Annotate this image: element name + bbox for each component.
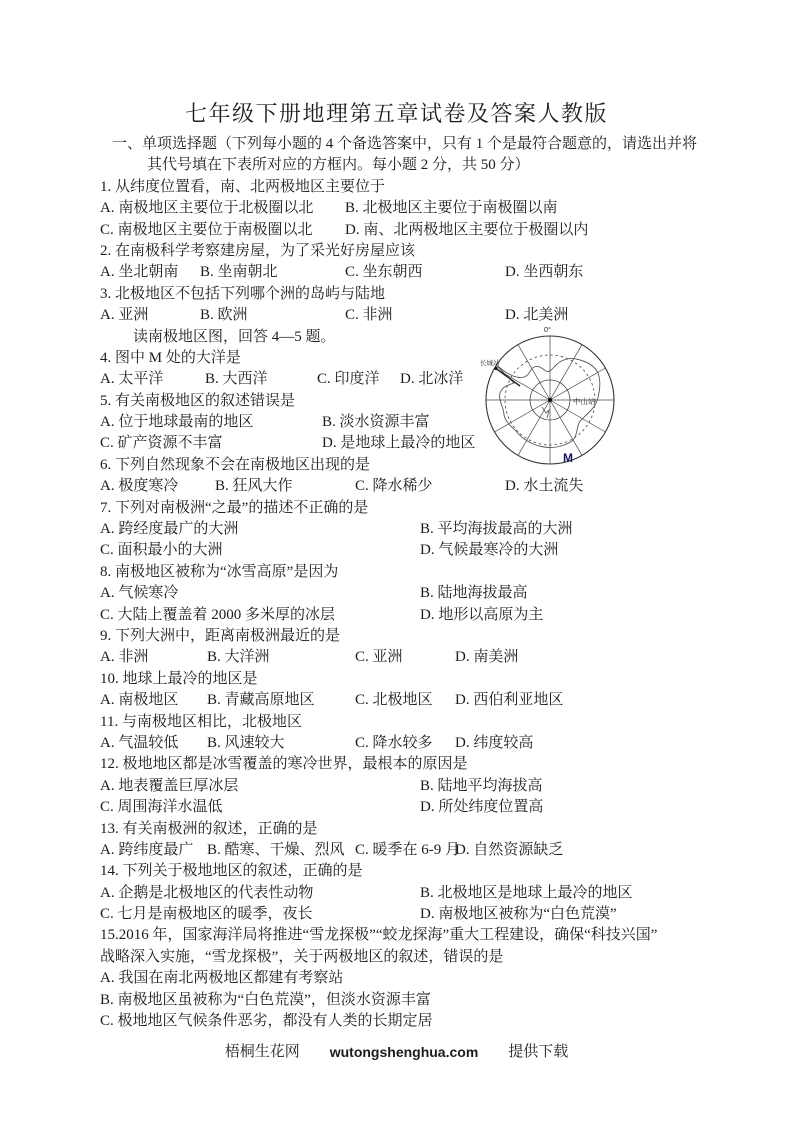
antarctica-polar-map [460, 315, 710, 485]
q2-option-b: B. 坐南朝北 [200, 264, 278, 281]
q2-option-d: D. 坐西朝东 [505, 264, 584, 281]
q10-option-d: D. 西伯利亚地区 [455, 692, 564, 709]
q1-option-a: A. 南极地区主要位于北极圈以北 [100, 200, 314, 217]
q12-options-row2 [100, 797, 708, 818]
q8-options-row1 [100, 583, 708, 604]
great-wall-station-dot [494, 367, 497, 370]
exam-body [100, 134, 708, 1032]
q15-option-b: B. 南极地区虽被称为“白色荒漠”，但淡水资源丰富 [100, 991, 431, 1008]
q15-stem-line1: 15.2016 年，国家海洋局将推进“雪龙探极”“蛟龙探海”重大工程建设，确保“科技兴国” [100, 927, 658, 944]
q6-option-a: A. 极度寒冷 [100, 478, 179, 495]
q8-stem: 8. 南极地区被称为“冰雪高原”是因为 [100, 563, 339, 580]
q10-option-b: B. 青藏高原地区 [207, 692, 315, 709]
q15-option-a: A. 我国在南北两极地区都建有考察站 [100, 970, 344, 987]
q14-option-b: B. 北极地区是地球上最冷的地区 [420, 884, 633, 901]
great-wall-station-label: 长城站 [480, 360, 500, 367]
page-footer [0, 1042, 793, 1062]
q7-options-row1 [100, 519, 708, 540]
q14-stem: 14. 下列关于极地地区的叙述，正确的是 [100, 863, 363, 880]
q2-stem: 2. 在南极科学考察建房屋，为了采光好房屋应该 [100, 242, 416, 259]
page-title: 七年级下册地理第五章试卷及答案人教版 [184, 101, 608, 126]
q11-options-row [100, 733, 708, 754]
q1-option-d: D. 南、北两极地区主要位于极圈以内 [345, 221, 589, 238]
section-instructions-line2: 其代号填在下表所对应的方框内。每小题 2 分，共 50 分） [147, 157, 530, 174]
q4-option-b: B. 大西洋 [205, 371, 268, 388]
q12-options-row1 [100, 776, 708, 797]
q10-stem: 10. 地球上最冷的地区是 [100, 670, 258, 687]
q10-option-c: C. 北极地区 [355, 692, 433, 709]
section-instructions-line1: 一、单项选择题（下列每小题的 4 个备选答案中，只有 1 个是最符合题意的，请选出并将 [112, 136, 698, 152]
q5-stem: 5. 有关南极地区的叙述错误是 [100, 392, 296, 409]
q12-option-b: B. 陆地平均海拔高 [420, 777, 543, 794]
q12-stem: 12. 极地地区都是冰雪覆盖的寒冷世界，最根本的原因是 [100, 756, 468, 773]
q4-option-d: D. 北冰洋 [400, 371, 464, 388]
q7-options-row2 [100, 540, 708, 561]
q9-options-row [100, 647, 708, 668]
south-pole-dot [548, 398, 552, 402]
q2-options-row [100, 262, 708, 283]
q1-options-row1 [100, 198, 708, 219]
q11-option-b: B. 风速较大 [207, 734, 285, 751]
q9-option-b: B. 大洋洲 [207, 649, 270, 666]
q3-option-a: A. 亚洲 [100, 307, 149, 324]
q4-option-c: C. 印度洋 [317, 371, 380, 388]
q8-option-a: A. 气候寒冷 [100, 585, 179, 602]
q9-option-d: D. 南美洲 [455, 649, 519, 666]
q4-option-a: A. 太平洋 [100, 371, 164, 388]
q8-options-row2 [100, 605, 708, 626]
q7-option-c: C. 面积最小的大洲 [100, 542, 223, 559]
q6-stem: 6. 下列自然现象不会在南极地区出现的是 [100, 456, 371, 473]
ocean-marker-m-label: M [563, 451, 573, 465]
q13-option-b: B. 酷寒、干燥、烈风 [207, 841, 345, 858]
q2-option-c: C. 坐东朝西 [345, 264, 423, 281]
q8-option-b: B. 陆地海拔最高 [420, 585, 528, 602]
q10-options-row [100, 690, 708, 711]
q9-option-c: C. 亚洲 [355, 649, 403, 666]
q11-option-c: C. 降水较多 [355, 734, 433, 751]
q13-option-d: D. 自然资源缺乏 [455, 841, 564, 858]
q3-stem: 3. 北极地区不包括下列哪个洲的岛屿与陆地 [100, 285, 386, 302]
q12-option-d: D. 所处纬度位置高 [420, 799, 544, 816]
q9-stem: 9. 下列大洲中，距离南极洲最近的是 [100, 627, 341, 644]
q7-stem: 7. 下列对南极洲“之最”的描述不正确的是 [100, 499, 369, 516]
q7-option-a: A. 跨经度最广的大洲 [100, 521, 239, 538]
q7-option-b: B. 平均海拔最高的大洲 [420, 521, 573, 538]
zhongshan-station-label: 中山站 [573, 397, 596, 406]
q5-option-d: D. 是地球上最冷的地区 [322, 435, 476, 452]
q14-option-d: D. 南极地区被称为“白色荒漠” [420, 906, 617, 923]
q3-option-b: B. 欧洲 [200, 307, 248, 324]
q1-options-row2 [100, 220, 708, 241]
meridian-0-label: 0° [544, 327, 551, 334]
q3-option-c: C. 非洲 [345, 307, 393, 324]
q1-stem: 1. 从纬度位置看，南、北两极地区主要位于 [100, 178, 386, 195]
q12-option-a: A. 地表覆盖巨厚冰层 [100, 777, 239, 794]
q3-option-d: D. 北美洲 [505, 307, 569, 324]
q13-stem: 13. 有关南极洲的叙述，正确的是 [100, 820, 318, 837]
q13-option-c: C. 暖季在 6-9 月 [355, 841, 461, 858]
q13-options-row [100, 840, 708, 861]
q2-option-a: A. 坐北朝南 [100, 264, 179, 281]
q11-stem: 11. 与南极地区相比，北极地区 [100, 713, 302, 730]
q5-option-c: C. 矿产资源不丰富 [100, 435, 223, 452]
q11-option-d: D. 纬度较高 [455, 734, 534, 751]
q14-options-row2 [100, 904, 708, 925]
q8-option-c: C. 大陆上覆盖着 2000 多米厚的冰层 [100, 606, 336, 623]
footer-site-url: wutongshenghua.com [329, 1044, 479, 1060]
q6-option-b: B. 狂风大作 [215, 478, 293, 495]
q6-option-d: D. 水土流失 [505, 478, 584, 495]
q15-option-c: C. 极地地区气候条件恶劣，都没有人类的长期定居 [100, 1013, 433, 1030]
q14-option-a: A. 企鹅是北极地区的代表性动物 [100, 884, 314, 901]
q13-option-a: A. 跨纬度最广 [100, 841, 194, 858]
q1-option-b: B. 北极地区主要位于南极圈以南 [345, 200, 558, 217]
q7-option-d: D. 气候最寒冷的大洲 [420, 542, 559, 559]
q15-stem-line2: 战略深入实施，“雪龙探极”，关于两极地区的叙述，错误的是 [100, 948, 504, 965]
q6-option-c: C. 降水稀少 [355, 478, 433, 495]
reading-note: 读南极地区图，回答 4—5 题。 [133, 328, 336, 345]
q4-stem: 4. 图中 M 处的大洋是 [100, 349, 241, 366]
q10-option-a: A. 南极地区 [100, 692, 179, 709]
q11-option-a: A. 气温较低 [100, 734, 179, 751]
q8-option-d: D. 地形以高原为主 [420, 606, 544, 623]
q5-option-a: A. 位于地球最南的地区 [100, 414, 254, 431]
q14-options-row1 [100, 883, 708, 904]
q9-option-a: A. 非洲 [100, 649, 149, 666]
footer-site-name: 梧桐生花网 [224, 1044, 300, 1060]
q5-option-b: B. 淡水资源丰富 [322, 414, 430, 431]
q14-option-c: C. 七月是南极地区的暖季，夜长 [100, 906, 313, 923]
footer-download-note: 提供下载 [508, 1044, 569, 1060]
q12-option-c: C. 周围海洋水温低 [100, 799, 223, 816]
q1-option-c: C. 南极地区主要位于南极圈以北 [100, 221, 313, 238]
